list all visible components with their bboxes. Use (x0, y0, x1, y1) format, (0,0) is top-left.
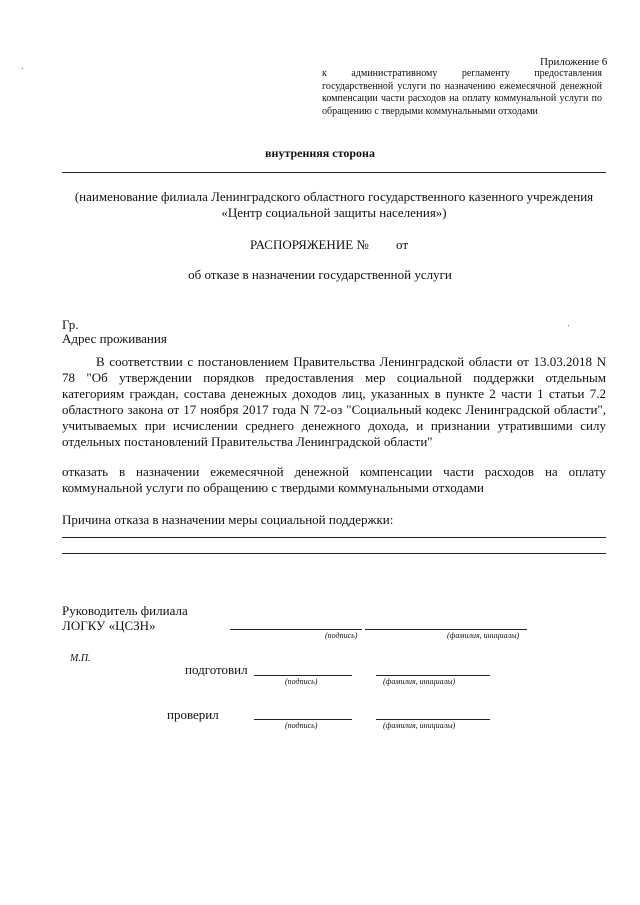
prepared-signature-line (254, 675, 352, 676)
decision-paragraph: отказать в назначении ежемесячной денежной компенсации части расходов на оплату коммунальной услуги по обращению с твердыми коммунальными отходами (62, 464, 606, 495)
seal-label: М.П. (70, 653, 91, 664)
checked-signature-line (254, 719, 352, 720)
head-name-caption: (фамилия, инициалы) (447, 631, 520, 640)
branch-name: (наименование филиала Ленинградского областного государственного казенного учреждения «Центр социальной защиты населения») (74, 189, 594, 220)
reason-line-1 (62, 537, 606, 538)
appendix-title: Приложение 6 (540, 56, 608, 68)
top-rule (62, 172, 606, 173)
head-signature-caption: (подпись) (325, 631, 358, 640)
legal-basis-paragraph: В соответствии с постановлением Правительства Ленинградской области от 13.03.2018 N 78 "Об утверждении порядков предоставления мер социальной поддержки отдельным категориям граждан, состава денежных доходов лиц, указанных в пункте 2 части 1 статьи 7.2 областного закона от 17 ноября 2017 года N 72-оз "Социальный кодекс Ленинградской области", учитываемых при исчислении среднего денежного дохода, и признании утратившими силу отдельных постановлений Правительства Ленинградской области" (62, 354, 606, 449)
head-name-line (365, 629, 527, 630)
scan-mark (22, 68, 23, 69)
order-number-label: РАСПОРЯЖЕНИЕ № (250, 237, 369, 252)
appendix-reference: к административному регламенту предоставления государственной услуги по назначению ежемесячной денежной компенсации части расходов на оплату коммунальной услуги по обращению с твердыми коммунальными отходами (322, 68, 602, 117)
inner-side-heading: внутренняя сторона (265, 146, 375, 160)
checked-label: проверил (167, 707, 219, 722)
order-date-label: от (396, 237, 409, 252)
prepared-signature-caption: (подпись) (285, 677, 318, 686)
refusal-title: об отказе в назначении государственной услуги (188, 267, 452, 282)
prepared-name-caption: (фамилия, инициалы) (383, 677, 456, 686)
checked-name-line (376, 719, 490, 720)
head-title-label: Руководитель филиала (62, 603, 188, 618)
scan-mark (568, 325, 569, 326)
citizen-label: Гр. (62, 317, 79, 332)
address-label: Адрес проживания (62, 331, 167, 346)
head-org-label: ЛОГКУ «ЦСЗН» (62, 618, 156, 633)
reason-line-2 (62, 553, 606, 554)
checked-name-caption: (фамилия, инициалы) (383, 721, 456, 730)
prepared-label: подготовил (185, 662, 248, 677)
checked-signature-caption: (подпись) (285, 721, 318, 730)
refusal-reason-label: Причина отказа в назначении меры социальной поддержки: (62, 512, 394, 527)
head-signature-line (230, 629, 362, 630)
prepared-name-line (376, 675, 490, 676)
